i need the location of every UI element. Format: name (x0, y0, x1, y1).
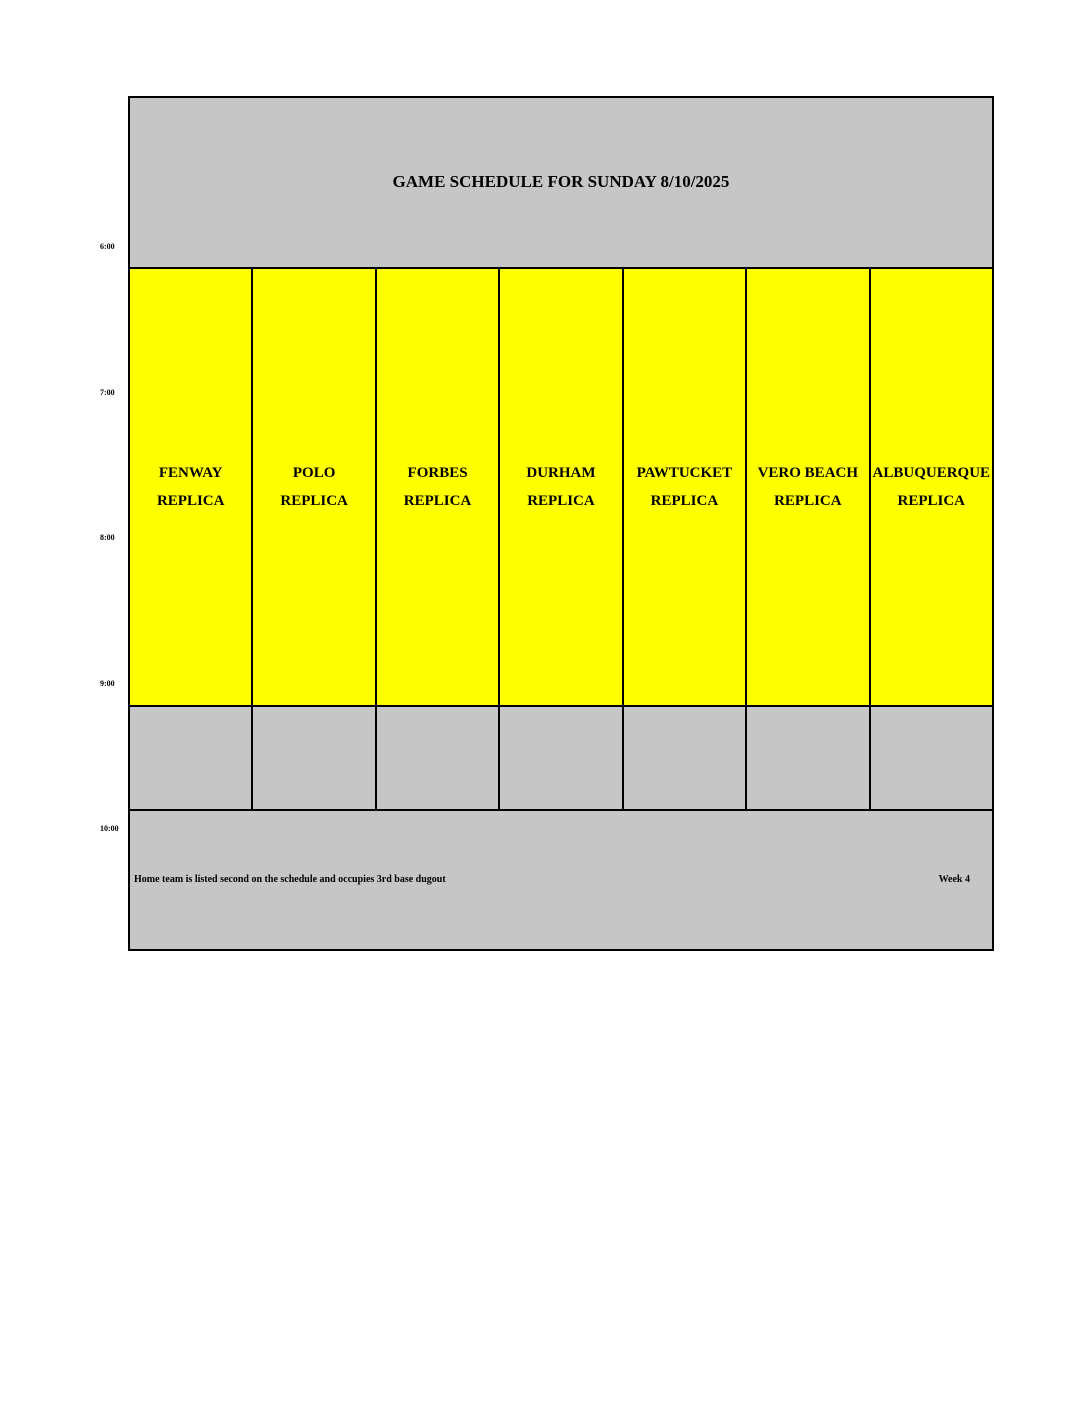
venue-name: VERO BEACH (757, 464, 859, 481)
venue-header (870, 268, 993, 707)
venue-type: REPLICA (403, 492, 472, 509)
schedule-title: GAME SCHEDULE FOR SUNDAY 8/10/2025 (129, 97, 993, 268)
footer-row (129, 810, 993, 950)
venue-name: FENWAY (158, 464, 223, 481)
venue-name: FORBES (407, 464, 468, 481)
home-team-note: Home team is listed second on the schedule and occupies 3rd base dugout (134, 874, 446, 886)
time-label-7: 7:00 (100, 388, 115, 397)
venue-row (129, 268, 993, 707)
venue-type: REPLICA (774, 492, 842, 509)
venue-type: REPLICA (156, 492, 225, 509)
venue-name: POLO (292, 464, 336, 481)
venue-name: ALBUQUERQUE (872, 464, 991, 481)
spacer-cell (376, 706, 499, 810)
venue-type: REPLICA (650, 492, 719, 509)
spacer-cell (499, 706, 622, 810)
venue-type: REPLICA (897, 492, 966, 509)
venue-header (376, 268, 499, 707)
footer-cell (129, 810, 993, 950)
spacer-row (129, 706, 993, 810)
time-label-6: 6:00 (100, 242, 115, 251)
time-label-8: 8:00 (100, 533, 115, 542)
spacer-cell (623, 706, 746, 810)
time-label-9: 9:00 (100, 679, 115, 688)
spacer-cell (746, 706, 869, 810)
venue-type: REPLICA (280, 492, 348, 509)
time-column (0, 0, 128, 960)
spacer-cell (870, 706, 993, 810)
venue-name: DURHAM (526, 464, 596, 481)
venue-header (129, 268, 252, 707)
venue-header (499, 268, 622, 707)
time-label-10: 10:00 (100, 824, 119, 833)
venue-type: REPLICA (527, 492, 595, 509)
schedule-table (128, 96, 994, 951)
venue-name: PAWTUCKET (636, 464, 733, 481)
week-label: Week 4 (938, 874, 970, 886)
venue-header (252, 268, 375, 707)
spacer-cell (129, 706, 252, 810)
spacer-cell (252, 706, 375, 810)
venue-header (746, 268, 869, 707)
venue-header (623, 268, 746, 707)
